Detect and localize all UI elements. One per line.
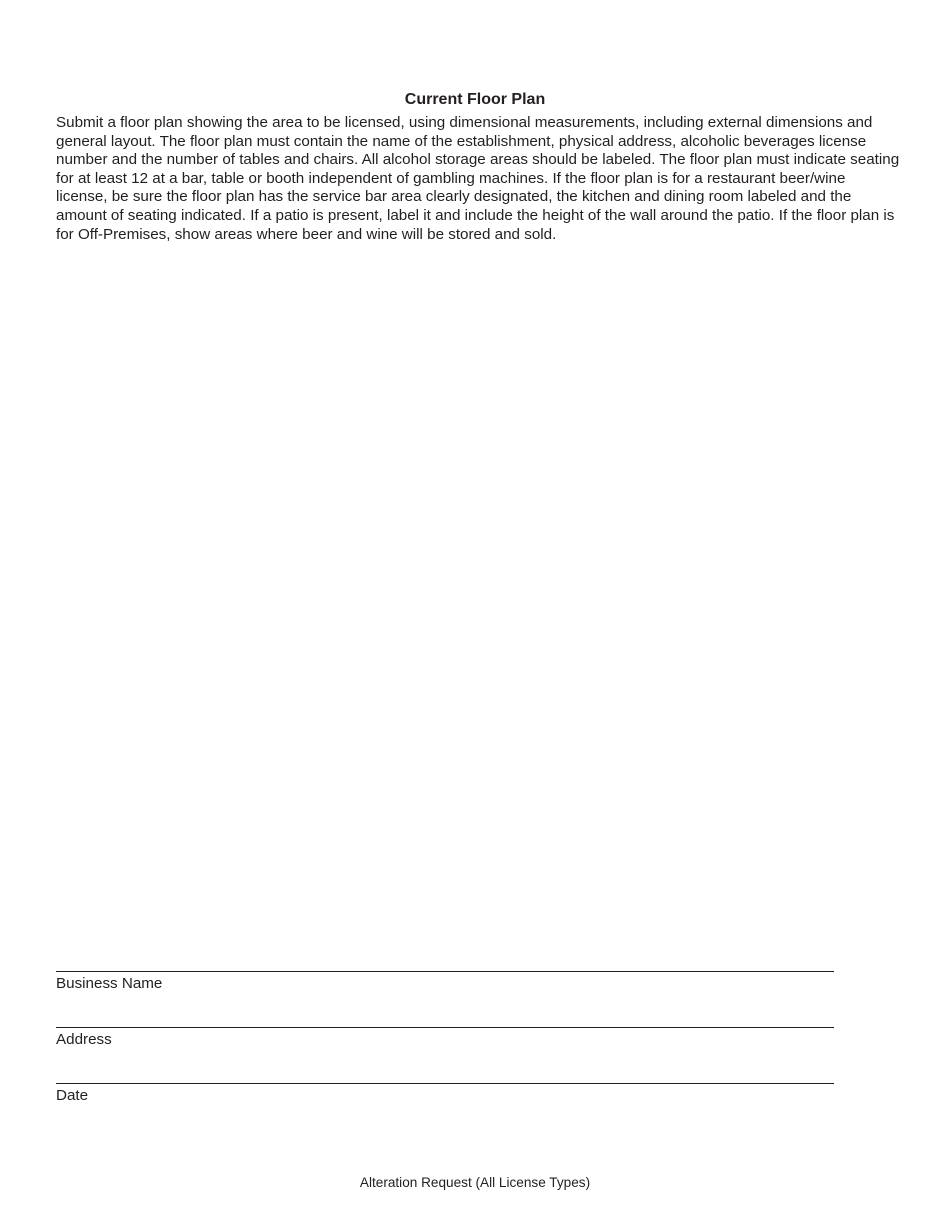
business-name-label: Business Name [56,975,163,992]
page-footer: Alteration Request (All License Types) [359,1175,591,1190]
business-name-line[interactable] [56,971,834,972]
date-field[interactable] [56,1083,834,1105]
address-line[interactable] [56,1027,834,1028]
instructions-paragraph: Submit a floor plan showing the area to be licensed, using dimensional measurements, including external dimensions and general layout. The floor plan must contain the name of the establishment, physical address, alcoholic beverages license number and the number of tables and chairs. All alcohol storage areas should be labeled. The floor plan must indicate seating for at least 12 at a bar, table or booth independent of gambling machines. If the floor plan is for a restaurant beer/wine license, be sure the floor plan has the service bar area clearly designated, the kitchen and dining room labeled and the amount of seating indicated. If a patio is present, label it and include the height of the wall around the patio. If the floor plan is for Off-Premises, show areas where beer and wine will be stored and sold. [56,114,900,243]
address-field[interactable] [56,1027,834,1049]
page-title: Current Floor Plan [404,91,546,108]
date-label: Date [56,1087,89,1104]
business-name-field[interactable] [56,971,834,993]
date-line[interactable] [56,1083,834,1084]
address-label: Address [56,1031,112,1048]
